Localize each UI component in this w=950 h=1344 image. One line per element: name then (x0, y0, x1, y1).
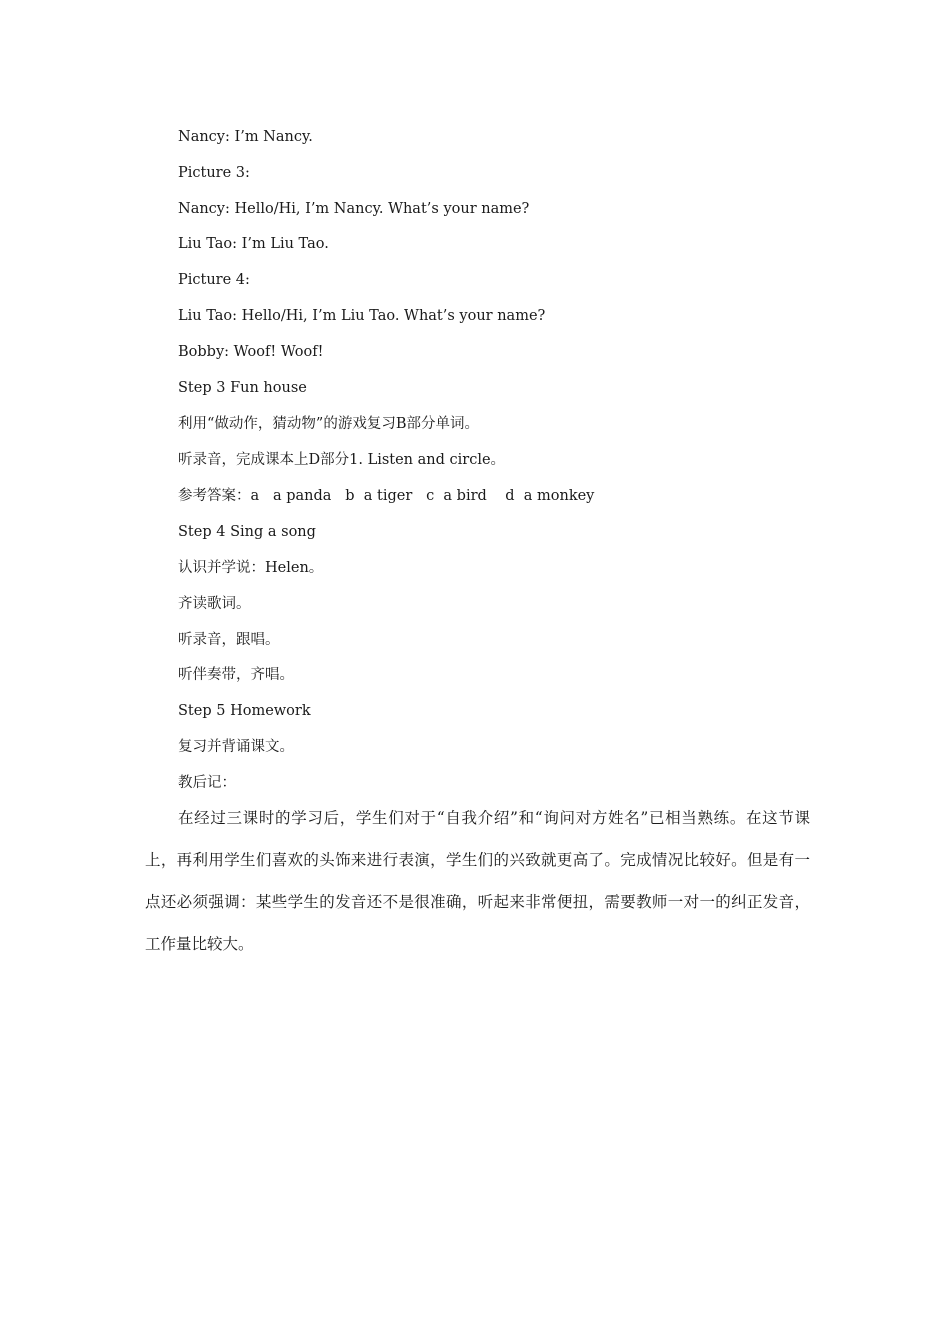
instruction-line: 听伴奏带，齐唱。 (178, 667, 294, 683)
instruction-line: 齐读歌词。 (178, 596, 251, 612)
picture-heading: Picture 4: (178, 272, 250, 288)
dialogue-line: Liu Tao: I’m Liu Tao. (178, 236, 329, 252)
instruction-line: 复习并背诵课文。 (178, 739, 294, 755)
dialogue-line: Bobby: Woof! Woof! (178, 344, 324, 360)
step-heading: Step 4 Sing a song (178, 524, 316, 540)
dialogue-line: Nancy: I’m Nancy. (178, 129, 313, 145)
instruction-line: 利用“做动作，猜动物”的游戏复习B部分单词。 (178, 416, 479, 432)
dialogue-line: Liu Tao: Hello/Hi, I’m Liu Tao. What’s your name? (178, 308, 546, 324)
step-heading: Step 3 Fun house (178, 380, 307, 396)
dialogue-line: Nancy: Hello/Hi, I’m Nancy. What’s your name? (178, 201, 530, 217)
instruction-line: 听录音，跟唱。 (178, 632, 280, 648)
picture-heading: Picture 3: (178, 165, 250, 181)
instruction-line: 认识并学说：Helen。 (178, 560, 324, 576)
reflection-heading: 教后记： (178, 775, 236, 791)
step-heading: Step 5 Homework (178, 703, 311, 719)
answer-key-line: 参考答案：a a panda b a tiger c a bird d a monkey (178, 488, 595, 504)
instruction-line: 听录音，完成课本上D部分1. Listen and circle。 (178, 452, 506, 468)
reflection-paragraph: 在经过三课时的学习后，学生们对于“自我介绍”和“询问对方姓名”已相当熟练。在这节课上，再利用学生们喜欢的头饰来进行表演，学生们的兴致就更高了。完成情况比较好。但是有一点还必须强调：某些学生的发音还不是很准确，听起来非常便扭，需要教师一对一的纠正发音，工作量比较大。 (145, 809, 810, 953)
